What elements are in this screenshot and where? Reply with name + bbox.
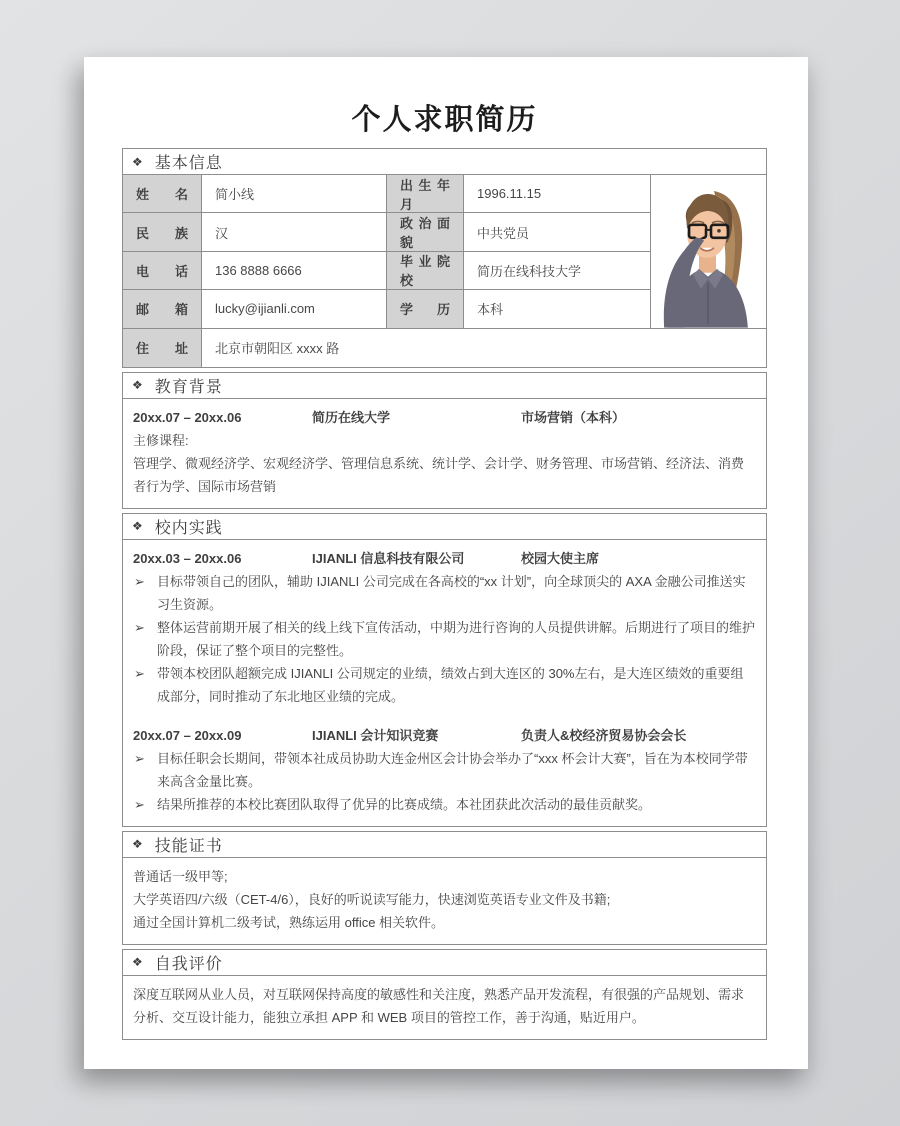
field-value-birthdate: 1996.11.15 (464, 175, 651, 213)
section-basic-info-header (123, 149, 766, 175)
practice-role: 负责人&校经济贸易协会会长 (521, 727, 687, 743)
practice-bullet-text: 目标带领自己的团队，辅助 IJIANLI 公司完成在各高校的“xx 计划”，向全球顶尖的 AXA 金融公司推送实习生资源。 (157, 573, 746, 612)
section-skills-certificates-header (123, 832, 766, 858)
practice-entry-meta-row (133, 724, 756, 747)
practice-period: 20xx.07 – 20xx.09 (133, 727, 242, 743)
section-campus-practice (122, 513, 767, 827)
practice-bullet-item (133, 662, 756, 708)
self-evaluation-text: 深度互联网从业人员，对互联网保持高度的敏感性和关注度，熟悉产品开发流程，有很强的产品规划、需求分析、交互设计能力，能独立承担 APP 和 WEB 项目的管控工作，善于沟通，贴近用户。 (133, 986, 745, 1025)
field-value-university: 简历在线科技大学 (464, 252, 651, 290)
skills-line: 大学英语四/六级（CET-4/6），良好的听说读写能力，快速浏览英语专业文件及书籍; (133, 891, 611, 907)
practice-role: 校园大使主席 (521, 550, 600, 566)
diamond-bullet-icon: ❖ (132, 519, 143, 534)
page-title: 个人求职简历 (351, 104, 538, 136)
self-evaluation-content (123, 976, 766, 1039)
field-label-name: 姓名 (123, 175, 202, 213)
skills-content (123, 858, 766, 944)
practice-organization: IJIANLI 信息科技有限公司 (312, 550, 465, 566)
practice-period: 20xx.03 – 20xx.06 (133, 550, 242, 566)
field-value-email: lucky@ijianli.com (202, 290, 387, 328)
arrow-bullet-icon: ➢ (134, 750, 145, 766)
field-value-name: 简小线 (202, 175, 387, 213)
profile-photo (651, 175, 766, 329)
field-value-phone: 136 8888 6666 (202, 252, 387, 290)
section-self-evaluation-header (123, 950, 766, 976)
practice-entry-meta-row (133, 547, 756, 570)
field-label-address: 住址 (123, 329, 202, 367)
section-campus-practice-title: 校内实践 (154, 519, 223, 537)
section-education-title: 教育背景 (154, 378, 223, 396)
arrow-bullet-icon: ➢ (134, 796, 145, 812)
practice-bullet-item (133, 616, 756, 662)
practice-bullet-text: 结果所推荐的本校比赛团队取得了优异的比赛成绩。本社团获此次活动的最佳贡献奖。 (157, 796, 652, 812)
education-courses: 管理学、微观经济学、宏观经济学、管理信息系统、统计学、会计学、财务管理、市场营销、经济法、消费者行为学、国际市场营销 (133, 455, 745, 494)
field-label-political-status: 政治面貌 (387, 213, 464, 251)
section-basic-info (122, 148, 767, 368)
field-value-address: 北京市朝阳区 xxxx 路 (202, 329, 766, 367)
resume-content (84, 57, 808, 1040)
section-self-evaluation (122, 949, 767, 1040)
practice-bullet-text: 带领本校团队超额完成 IJIANLI 公司规定的业绩，绩效占到大连区的 30%左右，是大连区绩效的重要组成部分，同时推动了东北地区业绩的完成。 (157, 665, 744, 704)
practice-entry (133, 724, 756, 816)
diamond-bullet-icon: ❖ (132, 955, 143, 970)
resume-page (84, 57, 808, 1069)
field-value-degree: 本科 (464, 290, 651, 328)
section-education-header (123, 373, 766, 399)
woman-portrait-glasses-illustration (651, 175, 766, 328)
field-label-phone: 电话 (123, 252, 202, 290)
field-value-ethnicity: 汉 (202, 213, 387, 251)
field-label-birthdate: 出生年月 (387, 175, 464, 213)
practice-bullet-text: 目标任职会长期间，带领本社成员协助大连金州区会计协会举办了“xxx 杯会计大赛”，旨在为本校同学带来高含金量比赛。 (157, 750, 748, 789)
field-label-university: 毕业院校 (387, 252, 464, 290)
education-period: 20xx.07 – 20xx.06 (133, 409, 242, 425)
section-skills-certificates (122, 831, 767, 945)
diamond-bullet-icon: ❖ (132, 154, 143, 169)
arrow-bullet-icon: ➢ (134, 619, 145, 635)
field-label-degree: 学历 (387, 290, 464, 328)
basic-info-table (123, 175, 766, 367)
education-courses-label: 主修课程: (133, 432, 189, 448)
campus-practice-content (123, 540, 766, 826)
section-self-evaluation-title: 自我评价 (154, 955, 223, 973)
education-major: 市场营销（本科） (521, 409, 626, 425)
practice-bullet-item (133, 747, 756, 793)
arrow-bullet-icon: ➢ (134, 665, 145, 681)
practice-organization: IJIANLI 会计知识竞赛 (312, 727, 439, 743)
practice-entry (133, 547, 756, 708)
practice-bullet-item (133, 793, 756, 816)
practice-bullet-item (133, 570, 756, 616)
practice-bullet-text: 整体运营前期开展了相关的线上线下宣传活动，中期为进行咨询的人员提供讲解。后期进行了项目的维护阶段，保证了整个项目的完整性。 (157, 619, 756, 658)
field-label-email: 邮箱 (123, 290, 202, 328)
section-campus-practice-header (123, 514, 766, 540)
skills-line: 普通话一级甲等; (133, 868, 228, 884)
field-value-political-status: 中共党员 (464, 213, 651, 251)
section-basic-info-title: 基本信息 (154, 155, 223, 172)
education-meta-row (133, 406, 756, 429)
field-label-ethnicity: 民族 (123, 213, 202, 251)
skills-line: 通过全国计算机二级考试，熟练运用 office 相关软件。 (133, 914, 445, 930)
diamond-bullet-icon: ❖ (132, 378, 143, 393)
arrow-bullet-icon: ➢ (134, 573, 145, 589)
education-school: 简历在线大学 (312, 409, 391, 425)
diamond-bullet-icon: ❖ (132, 837, 143, 852)
education-content (123, 399, 766, 508)
section-skills-certificates-title: 技能证书 (154, 837, 223, 855)
section-education (122, 372, 767, 509)
